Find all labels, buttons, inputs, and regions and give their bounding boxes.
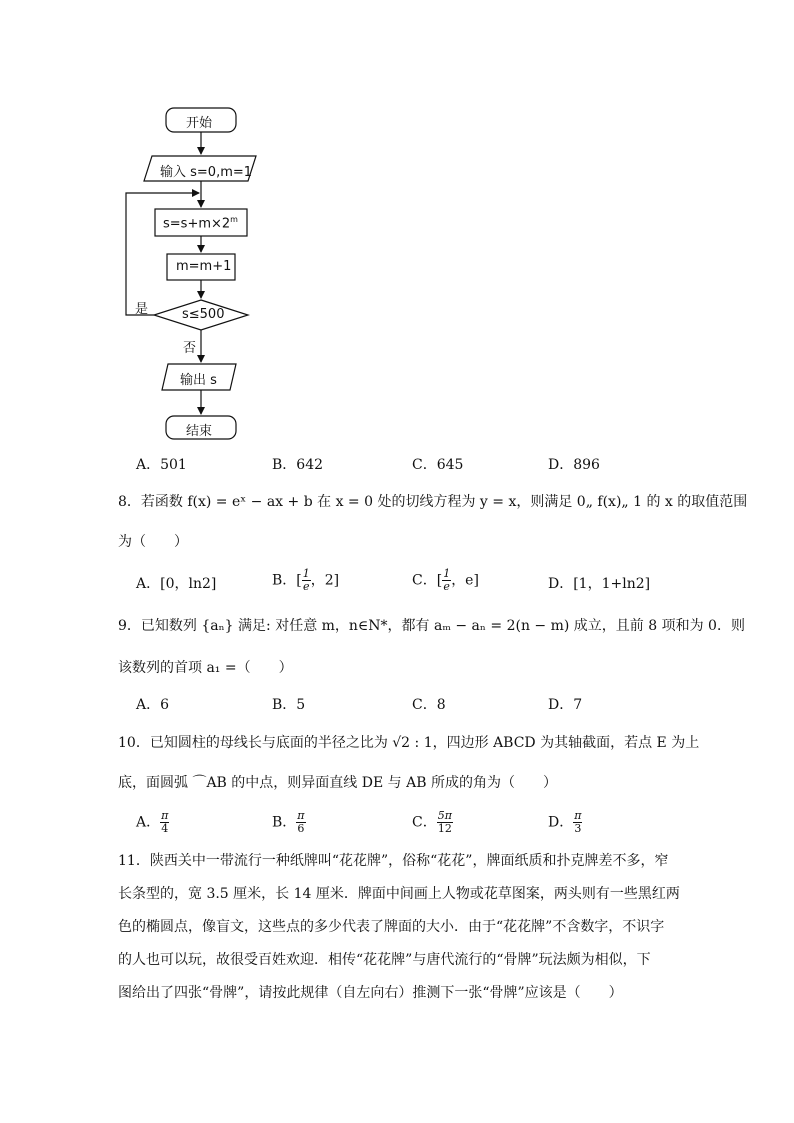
q10-stem-line2: 底，面圆弧 ⌒AB 的中点，则异面直线 DE 与 AB 所成的角为（ ） <box>118 775 557 791</box>
q10-option-a-label: A． <box>136 814 161 831</box>
q8-stem-line1: 8．若函数 f(x) = eˣ − ax + b 在 x = 0 处的切线方程为 y = x，则满足 0„ f(x)„ 1 的 x 的取值范围 <box>118 494 748 510</box>
q11-stem-line5: 图给出了四张“骨牌”，请按此规律（自左向右）推测下一张“骨牌”应该是（ ） <box>118 985 623 1001</box>
q7-option-a: A．501 <box>136 457 187 473</box>
q7-option-b: B．642 <box>272 457 324 473</box>
q10-option-a-frac <box>160 810 169 835</box>
q8-option-c-den: e <box>443 580 450 593</box>
q8-option-b-num: 1 <box>302 567 310 580</box>
q10-option-c-num: 5π <box>437 809 452 822</box>
q11-stem-line2: 长条型的，宽 3.5 厘米，长 14 厘米．牌面中间画上人物或花草图案，两头则有一些黑红两 <box>118 886 680 902</box>
flowchart-process1-text: s=s+m×2 <box>163 216 231 232</box>
q10-option-d-num: π <box>574 809 582 822</box>
flowchart-process2-label: m=m+1 <box>176 259 232 274</box>
q8-option-c-post: ，e] <box>451 572 479 589</box>
q8-stem-line2: 为（ ） <box>118 534 188 550</box>
q11-stem-line1: 11．陕西关中一带流行一种纸牌叫“花花牌”，俗称“花花”，牌面纸质和扑克牌差不多，窄 <box>118 853 669 869</box>
q10-option-b-label: B． <box>272 814 297 831</box>
flowchart-start-label: 开始 <box>186 116 213 131</box>
flowchart <box>0 0 794 460</box>
q8-option-d: D．[1，1+ln2] <box>548 576 651 592</box>
flowchart-no-label: 否 <box>183 341 197 356</box>
q7-option-c: C．645 <box>412 457 464 473</box>
q8-option-b <box>272 568 339 593</box>
flowchart-process1-label <box>163 215 238 231</box>
q9-stem-line1: 9．已知数列 {aₙ} 满足: 对任意 m，n∈N*，都有 aₘ − aₙ = 2(n − m) 成立，且前 8 项和为 0．则 <box>118 618 745 634</box>
q7-option-d: D．896 <box>548 457 600 473</box>
q10-option-c <box>412 810 453 835</box>
q9-option-a: A．6 <box>136 697 170 713</box>
q8-option-b-frac <box>302 568 311 593</box>
q11-stem-line3: 色的椭圆点，像盲文，这些点的多少代表了牌面的大小．由于“花花牌”不含数字，不识字 <box>118 919 665 935</box>
q8-option-c-pre: C．[ <box>412 572 443 589</box>
q10-option-c-frac <box>437 810 453 835</box>
q10-stem-line1: 10．已知圆柱的母线长与底面的半径之比为 √2 : 1，四边形 ABCD 为其轴截面，若点 E 为上 <box>118 735 700 751</box>
flowchart-process1-sup: m <box>230 215 238 224</box>
q10-option-b-num: π <box>297 809 305 822</box>
flowchart-input-label: 输入 s=0,m=1 <box>160 165 253 180</box>
q10-option-b-frac <box>296 810 305 835</box>
q10-option-c-label: C． <box>412 814 437 831</box>
q10-option-a-num: π <box>161 809 169 822</box>
q10-option-a <box>136 810 169 835</box>
q8-option-c <box>412 568 479 593</box>
flowchart-yes-label: 是 <box>135 302 149 317</box>
q10-option-b-den: 6 <box>297 822 305 835</box>
q8-option-c-frac <box>442 568 451 593</box>
q9-option-b: B．5 <box>272 697 306 713</box>
q10-option-d-den: 3 <box>574 822 582 835</box>
flowchart-end-label: 结束 <box>186 424 213 439</box>
q8-option-b-den: e <box>302 580 310 593</box>
flowchart-output-label: 输出 s <box>180 373 217 388</box>
q9-option-c: C．8 <box>412 697 446 713</box>
q8-option-b-pre: B．[ <box>272 572 302 589</box>
q10-option-d-frac <box>573 810 582 835</box>
q9-stem-line2: 该数列的首项 a₁ =（ ） <box>118 660 293 676</box>
q10-option-c-den: 12 <box>437 822 452 835</box>
flowchart-decision-label: s≤500 <box>182 307 225 322</box>
q11-stem-line4: 的人也可以玩，故很受百姓欢迎．相传“花花牌”与唐代流行的“骨牌”玩法颇为相似，下 <box>118 952 651 968</box>
q9-option-d: D．7 <box>548 697 583 713</box>
q8-option-c-num: 1 <box>443 567 451 580</box>
q8-option-b-post: ，2] <box>310 572 340 589</box>
q10-option-d-label: D． <box>548 814 574 831</box>
q10-option-d <box>548 810 582 835</box>
q10-option-b <box>272 810 306 835</box>
q10-option-a-den: 4 <box>161 822 169 835</box>
q8-option-a: A．[0，ln2] <box>136 576 217 592</box>
